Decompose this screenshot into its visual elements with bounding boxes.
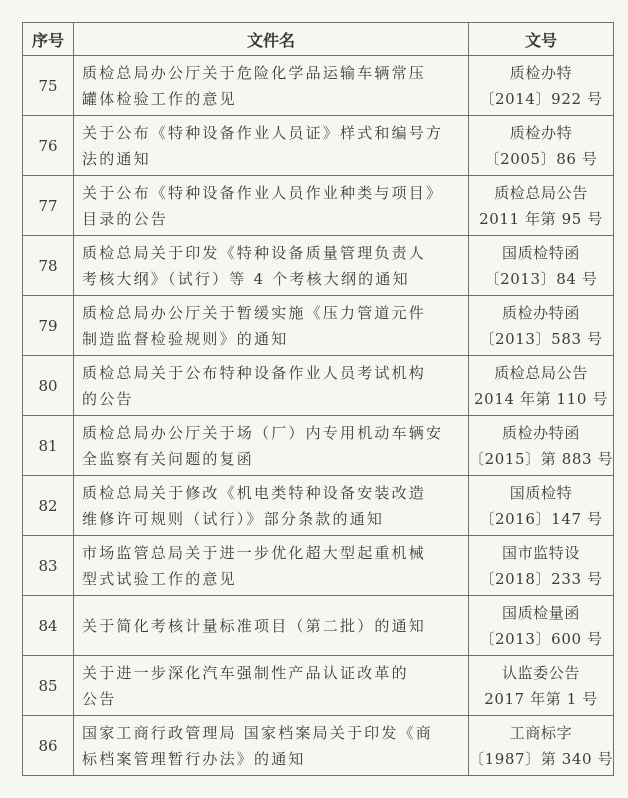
file-name-line: 型式试验工作的意见 — [82, 569, 237, 588]
row-number: 80 — [23, 356, 74, 416]
doc-number-line: 国质检特 — [509, 483, 573, 502]
doc-number-line: 质检总局公告 — [494, 183, 588, 202]
file-name-line: 罐体检验工作的意见 — [82, 89, 237, 108]
file-name-line: 全监察有关问题的复函 — [82, 449, 255, 468]
doc-number-cell — [469, 596, 614, 656]
file-name-line: 质检总局办公厅关于暂缓实施《压力管道元件 — [82, 303, 427, 322]
file-name-cell — [74, 56, 469, 116]
row-number: 84 — [23, 596, 74, 656]
doc-number-cell — [469, 656, 614, 716]
doc-number-line: 〔2013〕84 号 — [484, 269, 598, 288]
doc-number-line: 〔2016〕147 号 — [479, 509, 603, 528]
file-name-line: 标档案管理暂行办法》的通知 — [82, 749, 306, 768]
table-row — [23, 176, 614, 236]
document-table — [22, 22, 614, 776]
doc-number-line: 〔2014〕922 号 — [479, 89, 603, 108]
doc-number-cell — [469, 56, 614, 116]
doc-number-cell — [469, 536, 614, 596]
doc-number-line: 认监委公告 — [501, 663, 580, 682]
table-body — [23, 56, 614, 776]
file-name-line: 国家工商行政管理局 国家档案局关于印发《商 — [82, 723, 433, 742]
table-row — [23, 596, 614, 656]
row-number: 76 — [23, 116, 74, 176]
doc-number-line: 工商标字 — [509, 723, 573, 742]
doc-number-cell — [469, 116, 614, 176]
file-name-line: 质检总局办公厅关于场（厂）内专用机动车辆安 — [82, 423, 444, 442]
table-row — [23, 116, 614, 176]
file-name-cell — [74, 236, 469, 296]
doc-number-line: 〔1987〕第 340 号 — [469, 749, 614, 768]
table-row — [23, 656, 614, 716]
table-row — [23, 236, 614, 296]
doc-number-line: 国质检特函 — [501, 243, 580, 262]
header-file-name: 文件名 — [74, 23, 469, 56]
doc-number-cell — [469, 236, 614, 296]
file-name-line: 质检总局关于修改《机电类特种设备安装改造 — [82, 483, 427, 502]
file-name-line: 的公告 — [82, 389, 134, 408]
file-name-line: 目录的公告 — [82, 209, 169, 228]
table-row — [23, 476, 614, 536]
row-number: 75 — [23, 56, 74, 116]
doc-number-line: 〔2015〕第 883 号 — [469, 449, 614, 468]
file-name-line: 关于公布《特种设备作业人员作业种类与项目》 — [82, 183, 444, 202]
doc-number-cell — [469, 476, 614, 536]
row-number: 86 — [23, 716, 74, 776]
file-name-cell — [74, 356, 469, 416]
file-name-cell — [74, 116, 469, 176]
doc-number-line: 2014 年第 110 号 — [474, 389, 608, 408]
file-name-cell — [74, 536, 469, 596]
header-seq: 序号 — [23, 23, 74, 56]
row-number: 81 — [23, 416, 74, 476]
doc-number-line: 质检办特函 — [501, 423, 580, 442]
row-number: 79 — [23, 296, 74, 356]
file-name-cell — [74, 476, 469, 536]
file-name-line: 考核大纲》（试行）等 4 个考核大纲的通知 — [82, 269, 410, 288]
doc-number-cell — [469, 416, 614, 476]
file-name-cell — [74, 296, 469, 356]
file-name-line: 公告 — [82, 689, 117, 708]
file-name-cell — [74, 596, 469, 656]
file-name-line: 关于公布《特种设备作业人员证》样式和编号方 — [82, 123, 444, 142]
doc-number-line: 2017 年第 1 号 — [484, 689, 598, 708]
file-name-line: 制造监督检验规则》的通知 — [82, 329, 289, 348]
doc-number-line: 质检办特函 — [501, 303, 580, 322]
file-name-line: 质检总局关于公布特种设备作业人员考试机构 — [82, 363, 427, 382]
doc-number-line: 国质检量函 — [501, 603, 580, 622]
row-number: 85 — [23, 656, 74, 716]
doc-number-cell — [469, 356, 614, 416]
row-number: 78 — [23, 236, 74, 296]
doc-number-line: 质检办特 — [509, 123, 573, 142]
table-row — [23, 716, 614, 776]
table-header-row — [23, 23, 614, 56]
table-row — [23, 356, 614, 416]
file-name-line: 质检总局办公厅关于危险化学品运输车辆常压 — [82, 63, 427, 82]
table-row — [23, 296, 614, 356]
row-number: 77 — [23, 176, 74, 236]
file-name-cell — [74, 716, 469, 776]
row-number: 83 — [23, 536, 74, 596]
doc-number-line: 〔2005〕86 号 — [484, 149, 598, 168]
doc-number-line: 〔2018〕233 号 — [479, 569, 603, 588]
doc-number-line: 国市监特设 — [501, 543, 580, 562]
file-name-line: 质检总局关于印发《特种设备质量管理负责人 — [82, 243, 427, 262]
table-row — [23, 56, 614, 116]
doc-number-cell — [469, 716, 614, 776]
header-doc-number: 文号 — [469, 23, 614, 56]
file-name-cell — [74, 656, 469, 716]
table-row — [23, 536, 614, 596]
file-name-line: 关于简化考核计量标准项目（第二批）的通知 — [82, 616, 427, 635]
doc-number-line: 〔2013〕583 号 — [479, 329, 603, 348]
doc-number-line: 质检总局公告 — [494, 363, 588, 382]
doc-number-line: 〔2013〕600 号 — [479, 629, 603, 648]
file-name-line: 维修许可规则（试行）》部分条款的通知 — [82, 509, 385, 528]
doc-number-line: 质检办特 — [509, 63, 573, 82]
file-name-line: 市场监管总局关于进一步优化超大型起重机械 — [82, 543, 427, 562]
doc-number-cell — [469, 176, 614, 236]
file-name-line: 法的通知 — [82, 149, 151, 168]
row-number: 82 — [23, 476, 74, 536]
doc-number-line: 2011 年第 95 号 — [479, 209, 603, 228]
table-row — [23, 416, 614, 476]
file-name-cell — [74, 176, 469, 236]
file-name-cell — [74, 416, 469, 476]
file-name-line: 关于进一步深化汽车强制性产品认证改革的 — [82, 663, 409, 682]
doc-number-cell — [469, 296, 614, 356]
